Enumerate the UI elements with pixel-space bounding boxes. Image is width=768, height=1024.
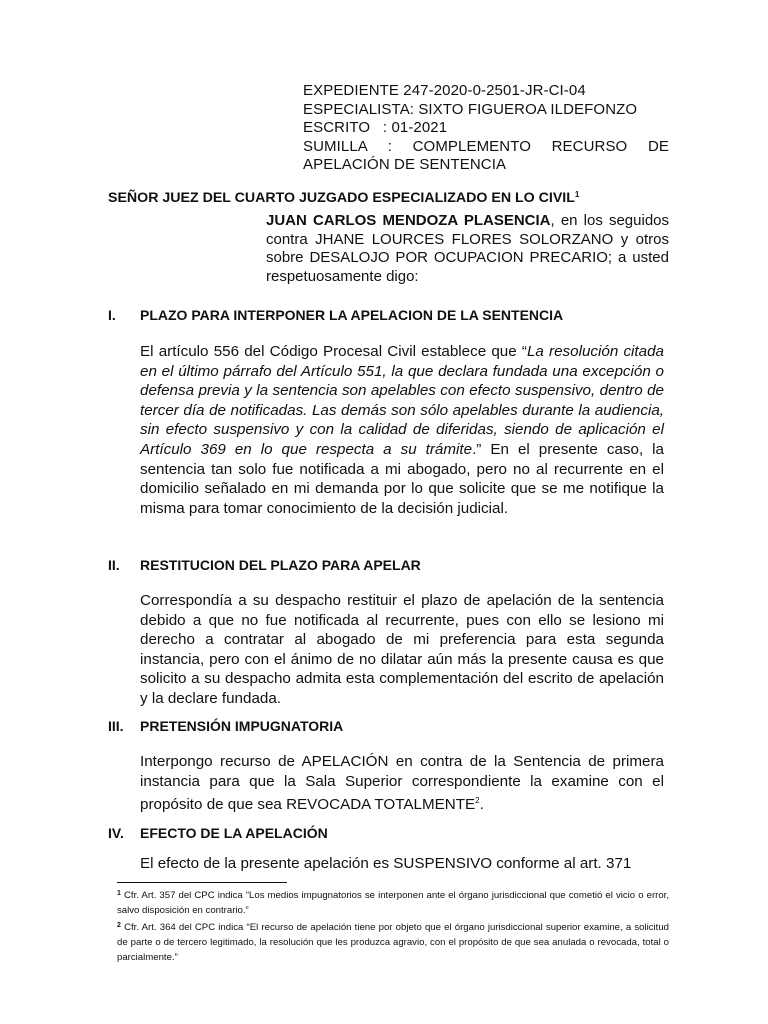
section-3-number: III. xyxy=(108,718,124,734)
section-2-paragraph: Correspondía a su despacho restituir el plazo de apelación de la sentencia debido a que no fue notificada al recurrente, pues con ello se lesiono mi derecho a contratar al abogado de mi preferencia para esta segunda instancia, pero con el ánimo de no dilatar aún más la presente causa es que solicito a su despacho admita esta complementación del escrito de apelación y la declare fundada. xyxy=(140,592,664,707)
section-3-paragraph xyxy=(140,752,664,815)
summary-line-2: APELACIÓN DE SENTENCIA xyxy=(303,156,507,173)
footnote-divider xyxy=(117,882,287,883)
section-3-text-end: . xyxy=(479,796,484,814)
section-4-number: IV. xyxy=(108,825,124,841)
case-header xyxy=(303,82,669,175)
section-1-number: I. xyxy=(108,307,116,323)
section-1-text-before: El artículo 556 del Código Procesal Civil establece que “ xyxy=(140,343,527,360)
footnotes xyxy=(117,886,669,965)
summary-line-1: SUMILLA : COMPLEMENTO RECURSO DE xyxy=(303,137,669,155)
section-4-paragraph: El efecto de la presente apelación es SUSPENSIVO conforme al art. 371 xyxy=(140,855,632,872)
section-3-text: Interpongo recurso de APELACIÓN en contra de la Sentencia de primera instancia para que la Sala Superior correspondiente la examine con el propósito de que sea REVOCADA TOTALMENTE xyxy=(140,753,664,814)
footnote-1-mark: 1 xyxy=(117,890,121,897)
section-2-number: II. xyxy=(108,557,120,573)
addressee-title xyxy=(108,186,579,207)
case-number: EXPEDIENTE 247-2020-0-2501-JR-CI-04 xyxy=(303,82,586,99)
intro-text: , en los seguidos contra JHANE LOURCES FLORES SOLORZANO y otros sobre DESALOJO POR OCUPACION PRECARIO; a usted respetuosamente digo: xyxy=(266,212,670,285)
footnote-1-text: Cfr. Art. 357 del CPC indica “Los medios impugnatorios se interponen ante el órgano jurisdiccional que cometió el vicio o error, salvo disposición en contrario.” xyxy=(117,890,669,916)
filing-number: ESCRITO : 01-2021 xyxy=(303,119,448,136)
footnote-2-mark: 2 xyxy=(117,922,121,929)
footnote-ref-1: 1 xyxy=(574,190,580,199)
section-1-quote: La resolución citada en el último párrafo del Artículo 551, la que declara fundada una excepción o defensa previa y la sentencia son apelables con efecto suspensivo, dentro de tercer día de notificadas. Las demás son sólo apelables durante la audiencia, sin efecto suspensivo y con la calidad de diferidas, siendo de aplicación el Artículo 369 en lo que respecta a su trámite xyxy=(140,343,664,458)
section-2-heading: RESTITUCION DEL PLAZO PARA APELAR xyxy=(140,557,421,573)
section-3-heading: PRETENSIÓN IMPUGNATORIA xyxy=(140,718,344,734)
petitioner-name: JUAN CARLOS MENDOZA PLASENCIA xyxy=(266,212,551,229)
addressee-title-text: SEÑOR JUEZ DEL CUARTO JUZGADO ESPECIALIZADO EN LO CIVIL xyxy=(108,190,575,206)
footnote-2 xyxy=(117,918,669,965)
section-1-text-after: .” En el presente caso, la sentencia tan solo fue notificada a mi abogado, pero no al recurrente en el domicilio señalado en mi demanda por lo que solicite que se me notifique la misma para tomar conocimiento de la decisión judicial. xyxy=(140,440,664,517)
specialist: ESPECIALISTA: SIXTO FIGUEROA ILDEFONZO xyxy=(303,100,638,118)
footnote-2-text: Cfr. Art. 364 del CPC indica “El recurso de apelación tiene por objeto que el órgano jurisdiccional superior examine, a solicitud de parte o de tercero legitimado, la resolución que les produzca agravio, con el propósito de que sea anulada o revocada, total o parcialmente.” xyxy=(117,922,669,963)
section-1-heading: PLAZO PARA INTERPONER LA APELACION DE LA SENTENCIA xyxy=(140,307,564,323)
section-1-paragraph xyxy=(140,342,664,518)
footnote-1 xyxy=(117,886,669,918)
intro-paragraph xyxy=(266,212,669,286)
section-4-heading: EFECTO DE LA APELACIÓN xyxy=(140,825,328,841)
footnote-ref-2: 2 xyxy=(475,796,480,806)
